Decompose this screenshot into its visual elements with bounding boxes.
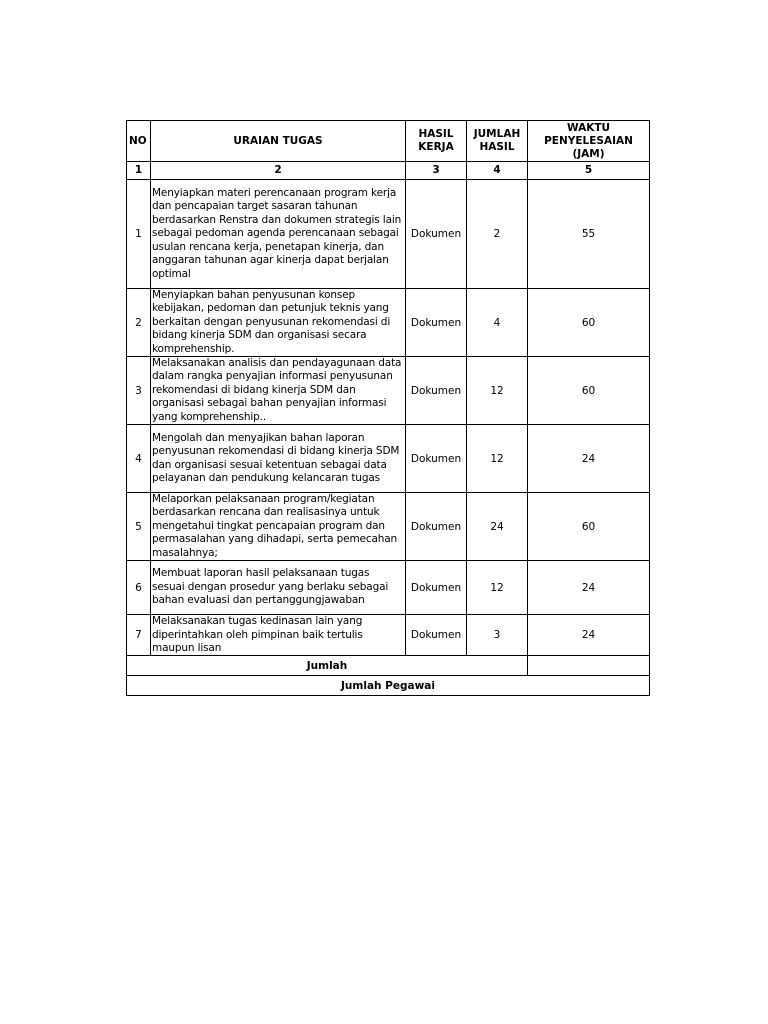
row-waktu: 55	[528, 180, 650, 289]
row-hasil: Dokumen	[406, 289, 467, 357]
row-number: 1	[127, 180, 151, 289]
row-hasil: Dokumen	[406, 425, 467, 493]
row-number: 7	[127, 615, 151, 656]
row-uraian: Menyiapkan bahan penyusunan konsep kebijakan, pedoman dan petunjuk teknis yang berkaitan dengan penyusunan rekomendasi di bidang kinerja SDM dan organisasi secara komprehenship.	[151, 289, 406, 357]
table-row	[127, 493, 650, 561]
row-jumlah: 3	[467, 615, 528, 656]
row-hasil: Dokumen	[406, 180, 467, 289]
row-jumlah: 2	[467, 180, 528, 289]
row-uraian: Melaksanakan tugas kedinasan lain yang diperintahkan oleh pimpinan baik tertulis maupun lisan	[151, 615, 406, 656]
row-uraian: Membuat laporan hasil pelaksanaan tugas sesuai dengan prosedur yang berlaku sebagai bahan evaluasi dan pertanggungjawaban	[151, 561, 406, 615]
row-uraian: Melaksanakan analisis dan pendayagunaan data dalam rangka penyajian informasi penyusunan rekomendasi di bidang kinerja SDM dan organisasi sebagai bahan penyajian informasi yang komprehenship..	[151, 357, 406, 425]
row-jumlah: 24	[467, 493, 528, 561]
row-number: 4	[127, 425, 151, 493]
row-waktu: 60	[528, 289, 650, 357]
column-number: 1	[127, 162, 151, 180]
row-number: 3	[127, 357, 151, 425]
header-waktu-penyelesaian: WAKTU PENYELESAIAN (JAM)	[528, 121, 650, 162]
row-waktu: 60	[528, 493, 650, 561]
table-row	[127, 615, 650, 656]
row-hasil: Dokumen	[406, 561, 467, 615]
row-number: 2	[127, 289, 151, 357]
row-jumlah: 4	[467, 289, 528, 357]
row-waktu: 60	[528, 357, 650, 425]
table-row	[127, 180, 650, 289]
row-waktu: 24	[528, 615, 650, 656]
header-no: NO	[127, 121, 151, 162]
row-number: 5	[127, 493, 151, 561]
column-number-row	[127, 162, 650, 180]
row-number: 6	[127, 561, 151, 615]
jumlah-label: Jumlah	[127, 656, 528, 676]
row-jumlah: 12	[467, 357, 528, 425]
table-row	[127, 561, 650, 615]
column-number: 4	[467, 162, 528, 180]
pegawai-row	[127, 676, 650, 696]
jumlah-pegawai-label: Jumlah Pegawai	[127, 676, 650, 696]
table-row	[127, 425, 650, 493]
task-table	[126, 120, 650, 696]
table-header-row	[127, 121, 650, 162]
column-number: 2	[151, 162, 406, 180]
header-jumlah-hasil: JUMLAH HASIL	[467, 121, 528, 162]
table-row	[127, 289, 650, 357]
row-hasil: Dokumen	[406, 357, 467, 425]
header-hasil-kerja: HASIL KERJA	[406, 121, 467, 162]
table-row	[127, 357, 650, 425]
row-waktu: 24	[528, 425, 650, 493]
row-jumlah: 12	[467, 561, 528, 615]
total-row	[127, 656, 650, 676]
row-uraian: Melaporkan pelaksanaan program/kegiatan berdasarkan rencana dan realisasinya untuk mengetahui tingkat pencapaian program dan permasalahan yang dihadapi, serta pemecahan masalahnya;	[151, 493, 406, 561]
column-number: 3	[406, 162, 467, 180]
row-waktu: 24	[528, 561, 650, 615]
row-hasil: Dokumen	[406, 615, 467, 656]
header-uraian-tugas: URAIAN TUGAS	[151, 121, 406, 162]
column-number: 5	[528, 162, 650, 180]
row-jumlah: 12	[467, 425, 528, 493]
row-uraian: Mengolah dan menyajikan bahan laporan penyusunan rekomendasi di bidang kinerja SDM dan organisasi sesuai ketentuan sebagai data pelayanan dan pendukung kelancaran tugas	[151, 425, 406, 493]
jumlah-value-cell	[528, 656, 650, 676]
row-uraian: Menyiapkan materi perencanaan program kerja dan pencapaian target sasaran tahunan berdasarkan Renstra dan dokumen strategis lain sebagai pedoman agenda perencanaan sebagai usulan rencana kerja, penetapan kinerja, dan anggaran tahunan agar kinerja dapat berjalan optimal	[151, 180, 406, 289]
row-hasil: Dokumen	[406, 493, 467, 561]
